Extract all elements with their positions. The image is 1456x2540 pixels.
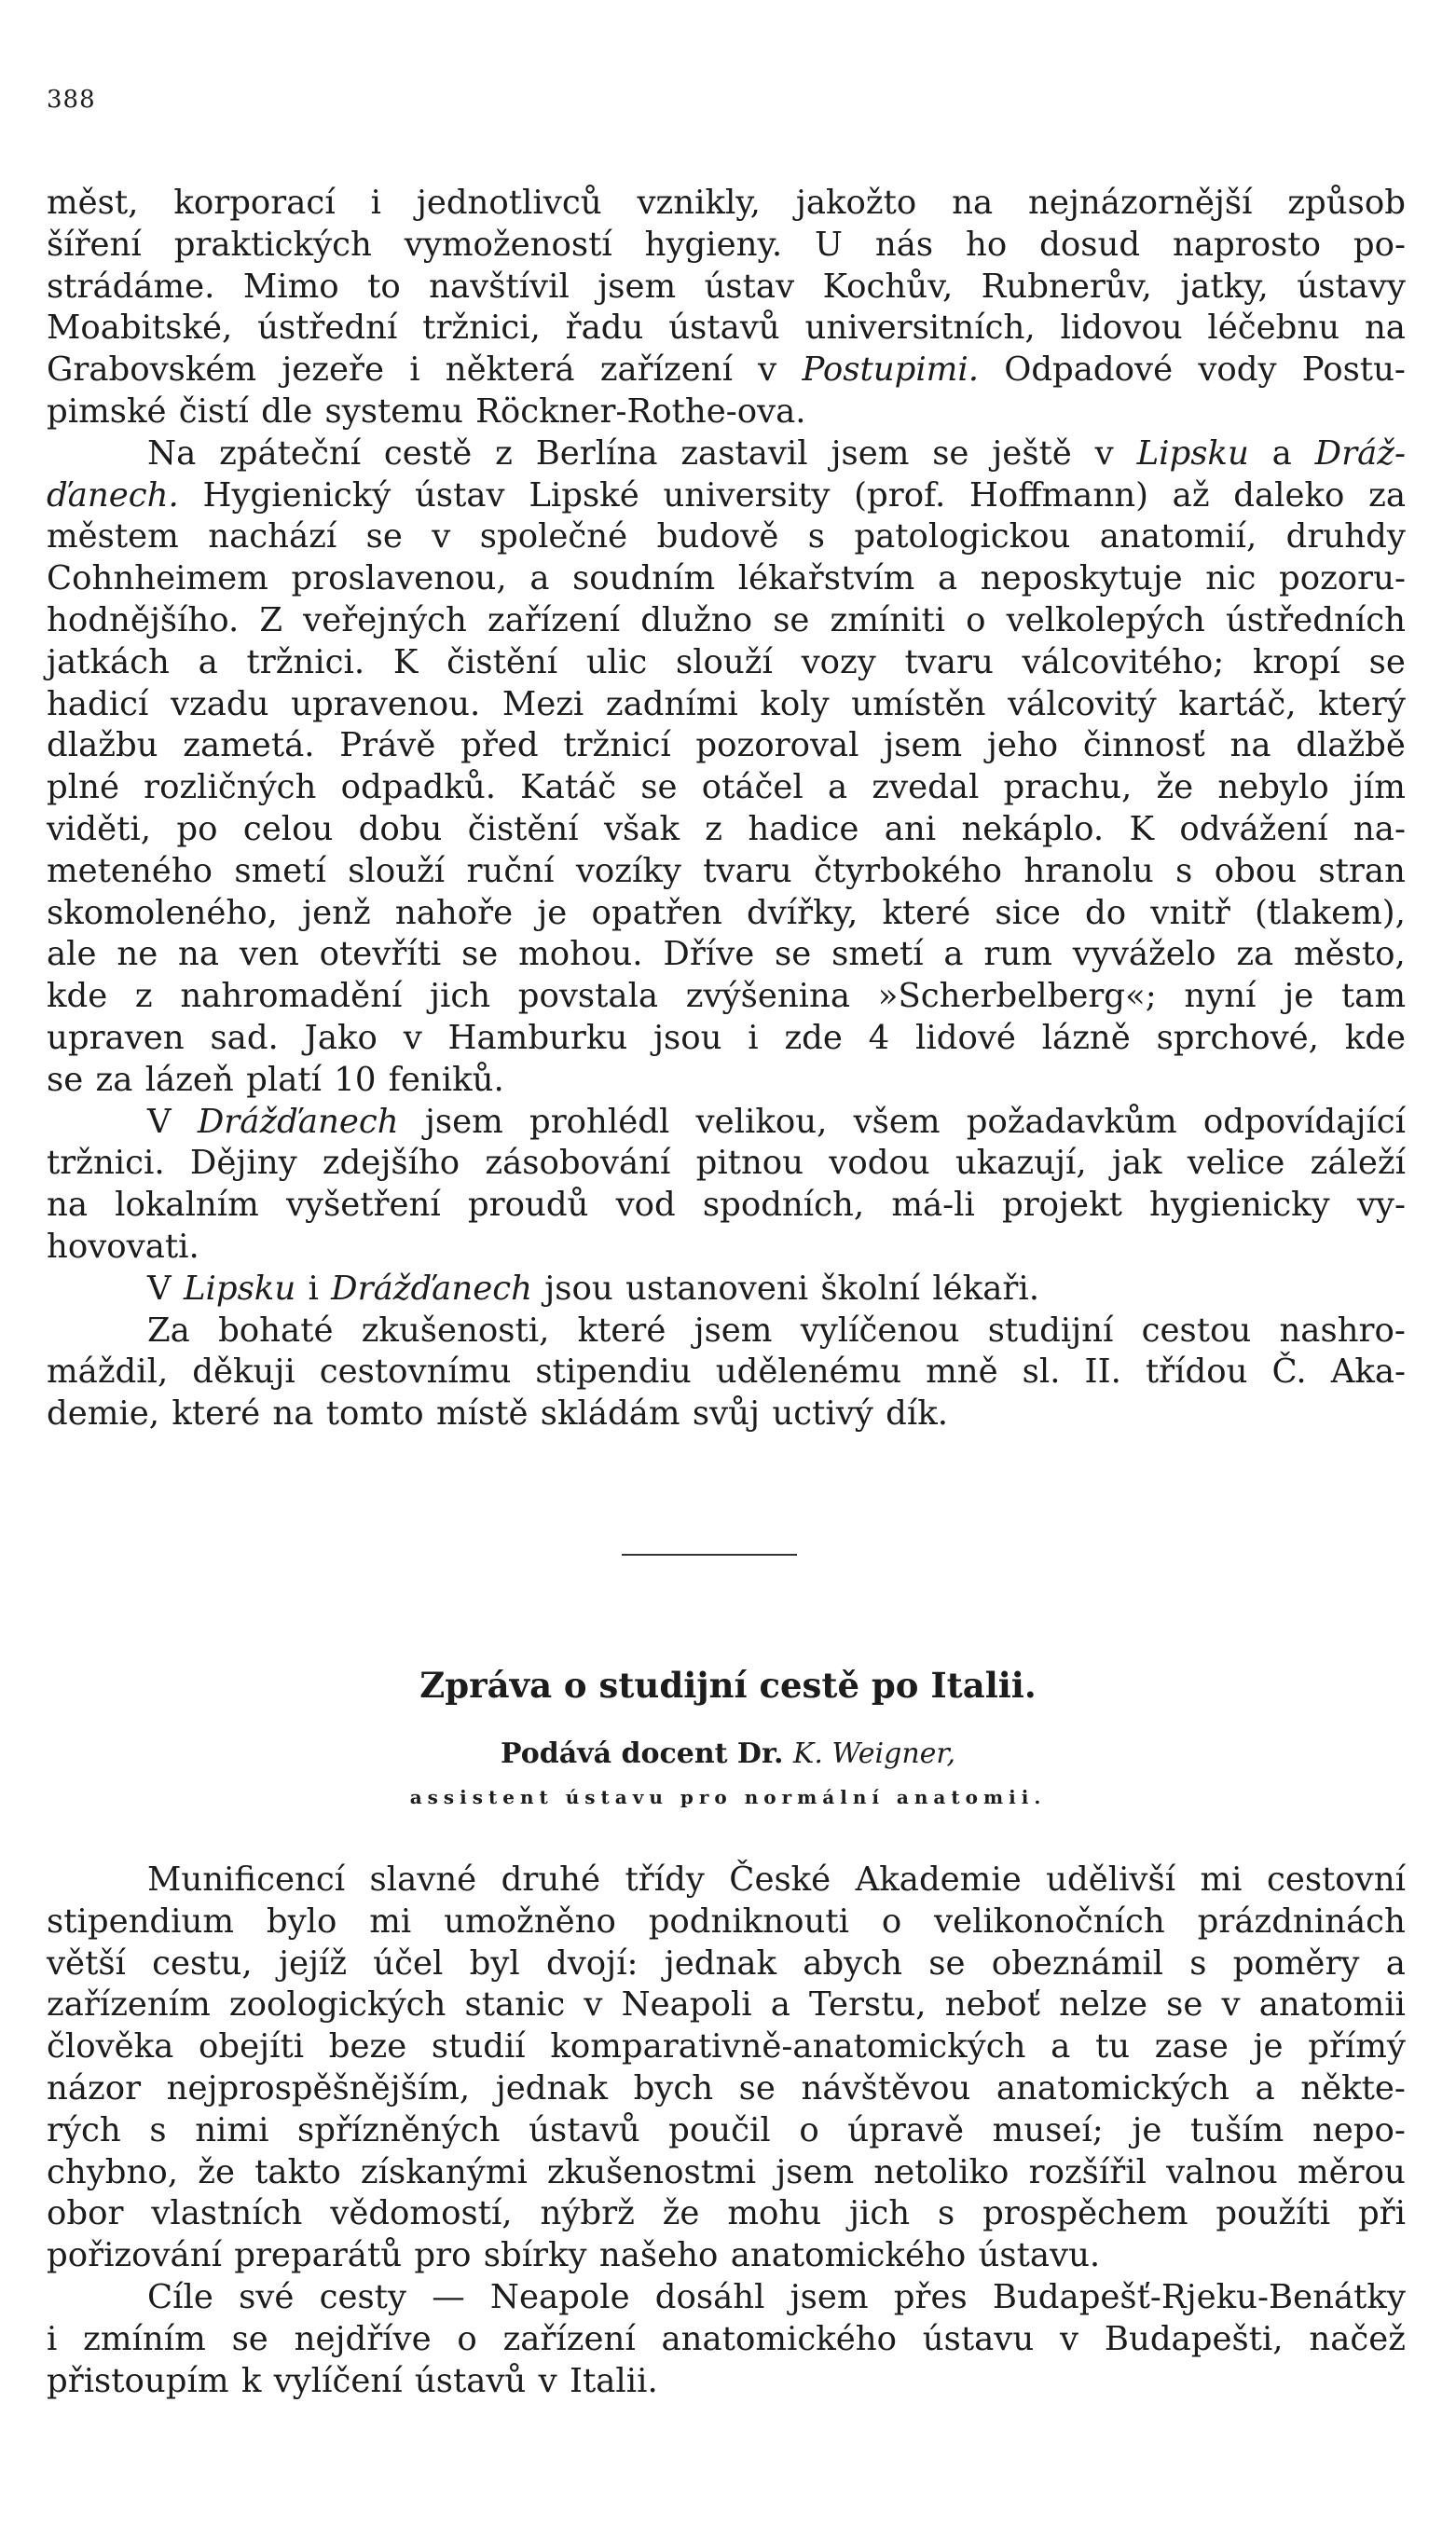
top-line: meteného smetí slouží ruční vozíky tvaru čtyrbokého hranolu s obou stran xyxy=(47,851,1406,890)
top-line: ale ne na ven otevříti se mohou. Dříve se smetí a rum vyváželo za město, xyxy=(47,935,1406,974)
section-divider xyxy=(622,1554,797,1556)
top-line: Grabovském jezeře i některá zařízení v Postupimi. Odpadové vody Postu- xyxy=(47,350,1406,390)
top-line: na lokalním vyšetření proudů vod spodních, má-li projekt hygienicky vy- xyxy=(47,1186,1406,1225)
top-line: Za bohaté zkušenosti, které jsem vylíčenou studijní cestou nashro- xyxy=(147,1311,1406,1350)
bottom-line: názor nejprospěšnějším, jednak bych se návštěvou anatomických a někte- xyxy=(47,2068,1406,2108)
top-line: viděti, po celou dobu čistění však z hadice ani nekáplo. K odvážení na- xyxy=(47,809,1406,848)
byline-author: K. Weigner, xyxy=(792,1737,955,1770)
bottom-line: Cíle své cesty — Neapole dosáhl jsem přes Budapešť-Rjeku-Benátky xyxy=(147,2277,1406,2316)
bottom-line: větší cestu, jejíž účel byl dvojí: jednak abych se obeznámil s poměry a xyxy=(47,1943,1406,1983)
top-line: hodnějšího. Z veřejných zařízení dlužno se zmíniti o velkolepých ústředních xyxy=(47,600,1406,639)
top-line: skomoleného, jenž nahoře je opatřen dvířky, které sice do vnitř (tlakem), xyxy=(47,893,1406,932)
top-line: Cohnheimem proslavenou, a soudním lékařstvím a neposkytuje nic pozoru- xyxy=(47,559,1406,598)
top-line: Moabitské, ústřední tržnici, řadu ústavů universitních, lidovou léčebnu na xyxy=(47,309,1406,348)
bottom-text-block xyxy=(47,1860,1406,2402)
bottom-line: i zmíním se nejdříve o zařízení anatomického ústavu v Budapešti, načež xyxy=(47,2319,1406,2358)
bottom-line: rých s nimi spřízněných ústavů poučil o úpravě museí; je tuším nepo- xyxy=(47,2110,1406,2149)
byline xyxy=(0,1737,1456,1770)
byline-prefix: Podává docent Dr. xyxy=(500,1737,784,1770)
top-line: ďanech. Hygienický ústav Lipské university (prof. Hoffmann) až daleko za xyxy=(47,475,1406,515)
bottom-line: obor vlastních vědomostí, nýbrž že mohu jich s prospěchem použíti při xyxy=(47,2194,1406,2233)
top-line: Na zpáteční cestě z Berlína zastavil jsem se ještě v Lipsku a Dráž- xyxy=(147,433,1406,473)
bottom-line: zařízením zoologických stanic v Neapoli a Terstu, neboť nelze se v anatomii xyxy=(47,1985,1406,2025)
top-line: V Drážďanech jsem prohlédl velikou, všem požadavkům odpovídající xyxy=(147,1102,1406,1141)
top-line: pimské čistí dle systemu Röckner-Rothe-ova. xyxy=(47,391,806,431)
section-title: Zpráva o studijní cestě po Italii. xyxy=(419,1665,1037,1706)
bottom-line: pořizování preparátů pro sbírky našeho anatomického ústavu. xyxy=(47,2236,1101,2275)
top-line: městem nachází se v společné budově s patologickou anatomií, druhdy xyxy=(47,517,1406,556)
top-line: strádáme. Mimo to navštívil jsem ústav Kochův, Rubnerův, jatky, ústavy xyxy=(47,267,1406,306)
bottom-line: přistoupím k vylíčení ústavů v Italii. xyxy=(47,2361,658,2400)
top-line: plné rozličných odpadků. Katáč se otáčel a zvedal prachu, že nebylo jím xyxy=(47,768,1406,807)
page-number: 388 xyxy=(47,86,96,114)
top-line: máždil, děkuji cestovnímu stipendiu udělenému mně sl. II. třídou Č. Aka- xyxy=(47,1352,1406,1392)
bottom-line: Munificencí slavné druhé třídy České Akademie udělivší mi cestovní xyxy=(147,1860,1406,1899)
top-line: tržnici. Dějiny zdejšího zásobování pitnou vodou ukazují, jak velice záleží xyxy=(47,1144,1406,1183)
top-line: upraven sad. Jako v Hamburku jsou i zde 4 lidové lázně sprchové, kde xyxy=(47,1018,1406,1057)
top-line: V Lipsku i Drážďanech jsou ustanoveni školní lékaři. xyxy=(147,1269,1039,1308)
top-line: demie, které na tomto místě skládám svůj uctivý dík. xyxy=(47,1394,949,1434)
top-line: šíření praktických vymožeností hygieny. U nás ho dosud naprosto po- xyxy=(47,225,1406,264)
top-line: měst, korporací i jednotlivců vznikly, jakožto na nejnázornější způsob xyxy=(47,184,1406,222)
bottom-line: chybno, že takto získanými zkušenostmi jsem netoliko rozšířil valnou měrou xyxy=(47,2152,1406,2191)
top-line: hovovati. xyxy=(47,1227,199,1266)
bottom-line: stipendium bylo mi umožněno podniknouti o velikonočních prázdninách xyxy=(47,1902,1406,1941)
top-line: se za lázeň platí 10 feniků. xyxy=(47,1060,504,1099)
top-line: kde z nahromadění jich povstala zvýšenina »Scherbelberg«; nyní je tam xyxy=(47,977,1406,1016)
author-affiliation: assistent ústavu pro normální anatomii. xyxy=(409,1786,1047,1808)
top-line: jatkách a tržnici. K čistění ulic slouží vozy tvaru válcovitého; kropí se xyxy=(47,642,1406,681)
top-line: hadicí vzadu upravenou. Mezi zadními koly umístěn válcovitý kartáč, který xyxy=(47,684,1406,723)
top-text-block xyxy=(47,183,1406,1435)
top-line: dlažbu zametá. Právě před tržnicí pozoroval jsem jeho činnosť na dlažbě xyxy=(47,726,1406,765)
bottom-line: člověka obejíti beze studií komparativně-anatomických a tu zase je přímý xyxy=(47,2027,1406,2066)
